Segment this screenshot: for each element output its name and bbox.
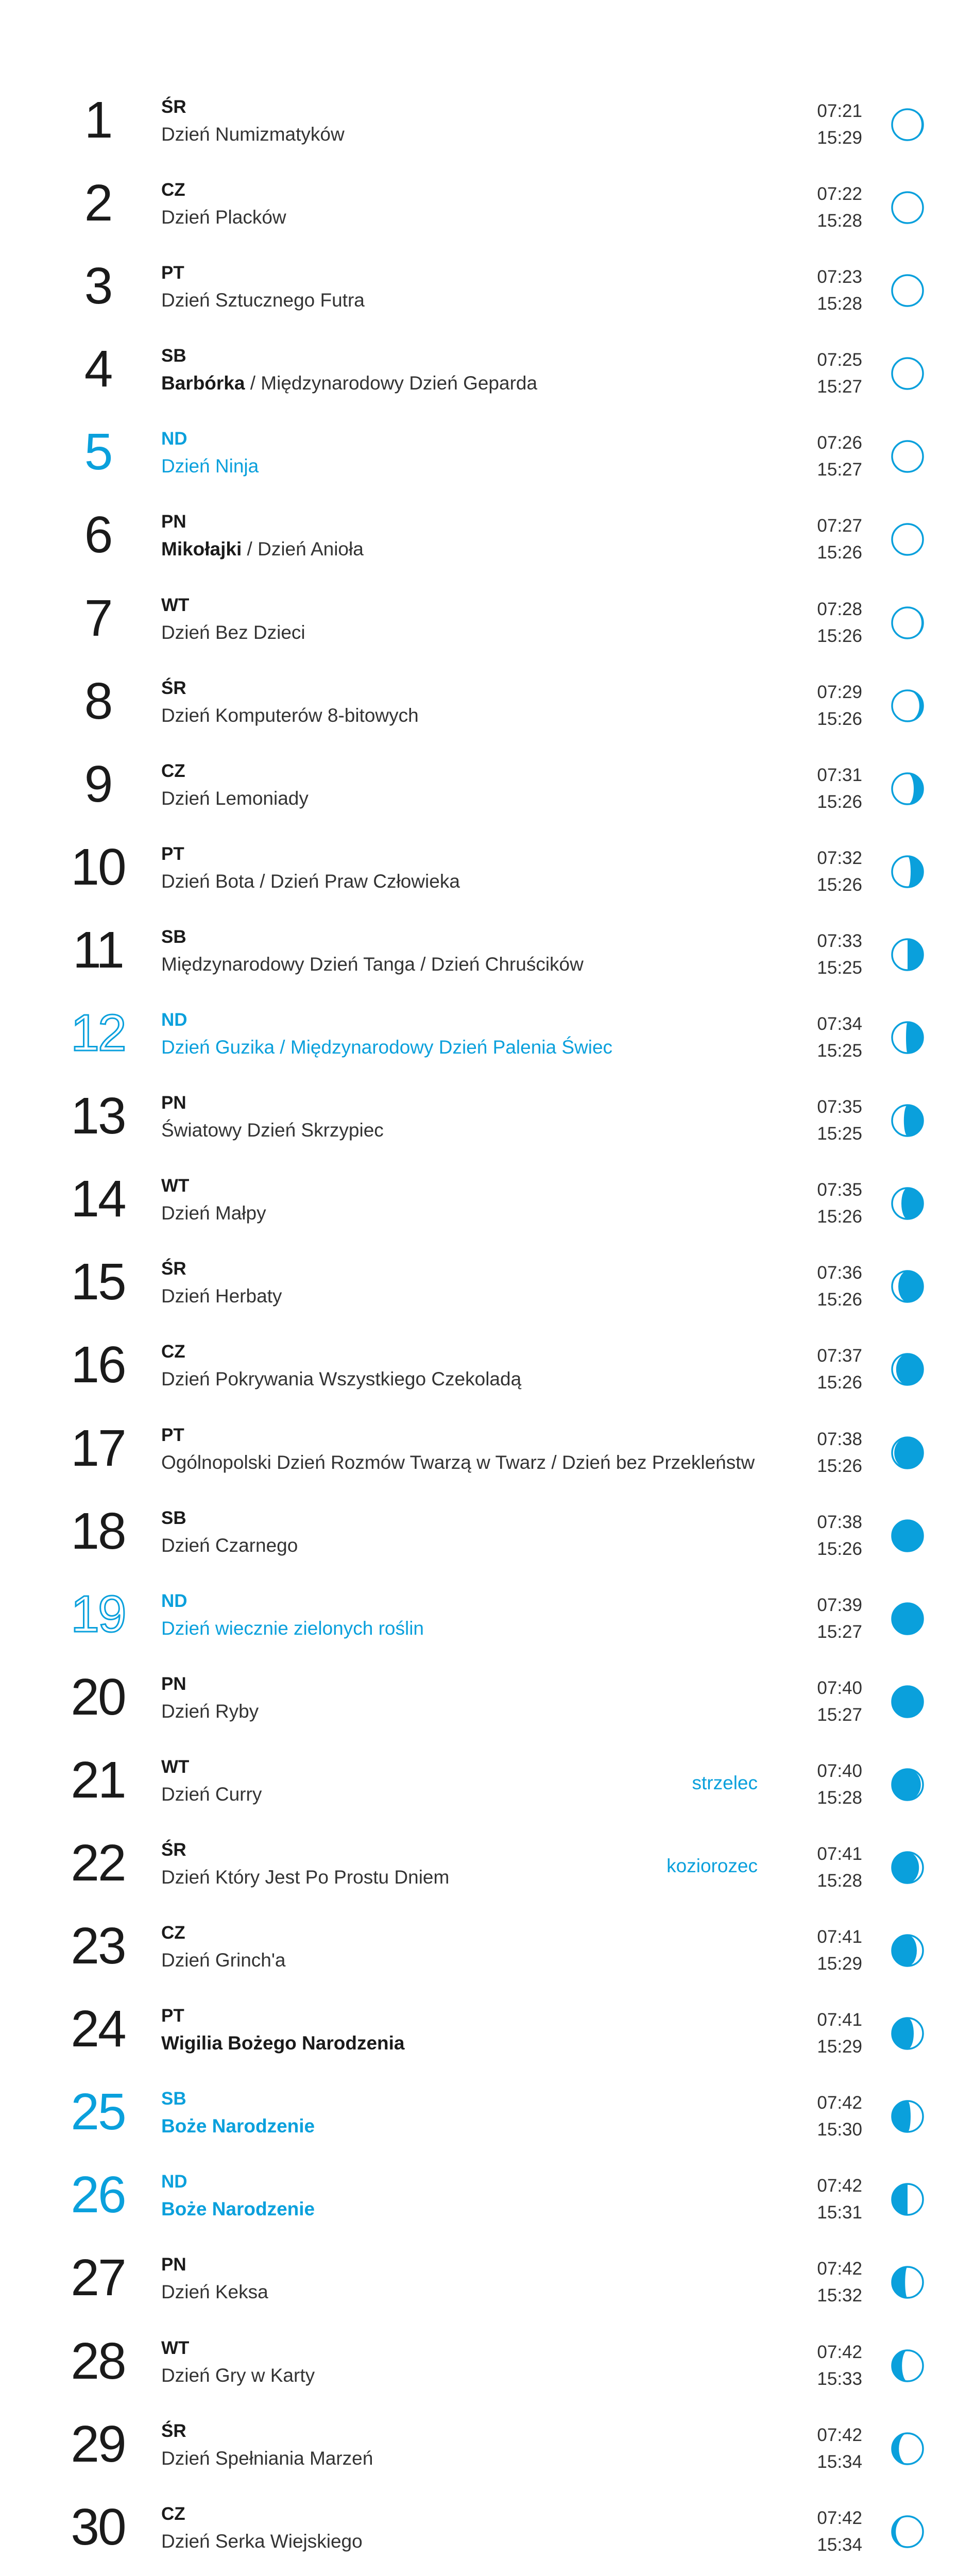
sunrise-time: 07:42: [817, 2507, 862, 2528]
weekday-label: ŚR: [161, 1839, 186, 1860]
day-row: [0, 581, 974, 664]
observance-name: [161, 1285, 282, 1308]
day-row: [0, 829, 974, 912]
observance-name: [161, 2364, 315, 2387]
sun-times: [817, 1426, 862, 1480]
sunset-time: 15:34: [817, 2534, 862, 2555]
observance-text: Dzień Czarnego: [161, 1534, 298, 1556]
sunset-time: 15:30: [817, 2120, 862, 2140]
sun-times: [817, 2256, 862, 2309]
day-row: [0, 2074, 974, 2157]
moon-phase-icon: [888, 1766, 927, 1804]
moon-phase-icon: [888, 1600, 927, 1638]
observance-name: [161, 621, 305, 644]
sun-times: [817, 2173, 862, 2226]
day-number: 13: [71, 1087, 125, 1145]
observance-name: [161, 1119, 384, 1142]
weekday-label: ND: [161, 1010, 187, 1030]
sunrise-time: 07:42: [817, 2093, 862, 2113]
observance-name: [161, 538, 364, 561]
day-row: [0, 1991, 974, 2074]
observance-text: Dzień Placków: [161, 207, 286, 228]
sun-times: [817, 762, 862, 816]
sunrise-time: 07:25: [817, 350, 862, 370]
sunrise-time: 07:42: [817, 2176, 862, 2196]
sunset-time: 15:26: [817, 791, 862, 812]
sun-times: [817, 1841, 862, 1894]
moon-phase-icon: [888, 1517, 927, 1555]
zodiac-sign: koziorozec: [667, 1855, 758, 1876]
observance-text: Dzień Numizmatyków: [161, 124, 345, 145]
observance-text: / Międzynarodowy Dzień Geparda: [245, 372, 538, 394]
sunset-time: 15:32: [817, 2285, 862, 2306]
observance-name: [161, 2447, 373, 2470]
observance-name: [161, 787, 309, 810]
weekday-label: SB: [161, 2089, 186, 2109]
sunset-time: 15:25: [817, 1124, 862, 1144]
day-row: [0, 414, 974, 497]
sunrise-time: 07:27: [817, 516, 862, 536]
day-number: 30: [71, 2498, 125, 2556]
observance-text: Dzień Małpy: [161, 1202, 266, 1224]
moon-phase-icon: [888, 853, 927, 891]
sunrise-time: 07:39: [817, 1595, 862, 1615]
observance-text: Dzień Pokrywania Wszystkiego Czekoladą: [161, 1368, 522, 1390]
weekday-label: PN: [161, 1673, 186, 1694]
sunrise-time: 07:40: [817, 1760, 862, 1781]
observance-text: Dzień Gry w Karty: [161, 2364, 315, 2386]
sun-times: [817, 1509, 862, 1563]
sunset-time: 15:26: [817, 1207, 862, 1227]
sunset-time: 15:27: [817, 377, 862, 397]
sun-times: [817, 2422, 862, 2476]
sun-times: [817, 1094, 862, 1147]
weekday-label: CZ: [161, 180, 185, 200]
observance-text: Międzynarodowy Dzień Tanga / Dzień Chruścików: [161, 953, 584, 975]
sunrise-time: 07:21: [817, 101, 862, 121]
sunrise-time: 07:42: [817, 2342, 862, 2362]
moon-phase-icon: [888, 272, 927, 310]
day-number: 6: [84, 506, 112, 564]
sun-times: [817, 513, 862, 566]
sun-times: [817, 1177, 862, 1230]
moon-phase-icon: [888, 354, 927, 393]
sunrise-time: 07:40: [817, 1677, 862, 1698]
sun-times: [817, 596, 862, 650]
day-number: 5: [84, 423, 112, 481]
observance-bold: Wigilia Bożego Narodzenia: [161, 2032, 405, 2054]
sunrise-time: 07:23: [817, 267, 862, 287]
day-number: 18: [71, 1502, 125, 1560]
day-number: 26: [71, 2166, 125, 2224]
moon-phase-icon: [888, 1101, 927, 1140]
weekday-label: SB: [161, 926, 186, 947]
observance-name: [161, 455, 259, 478]
moon-phase-icon: [888, 2097, 927, 2136]
sunset-time: 15:28: [817, 1787, 862, 1808]
weekday-label: PT: [161, 1425, 184, 1445]
sun-times: [817, 1758, 862, 1811]
moon-phase-icon: [888, 2430, 927, 2468]
day-row: [0, 1327, 974, 1410]
day-row: [0, 912, 974, 995]
day-row: [0, 664, 974, 747]
sunset-time: 15:27: [817, 1621, 862, 1642]
sun-times: [817, 928, 862, 981]
sunset-time: 15:29: [817, 128, 862, 148]
weekday-label: WT: [161, 1176, 190, 1196]
observance-text: Dzień Ninja: [161, 455, 259, 477]
observance-name: [161, 704, 419, 727]
moon-phase-icon: [888, 936, 927, 974]
sunset-time: 15:28: [817, 294, 862, 314]
sunrise-time: 07:31: [817, 765, 862, 785]
observance-text: Dzień Bota / Dzień Praw Człowieka: [161, 870, 460, 892]
sun-times: [817, 181, 862, 234]
day-row: [0, 1908, 974, 1991]
moon-phase-icon: [888, 2263, 927, 2301]
observance-text: Dzień Ryby: [161, 1700, 259, 1722]
day-number: 15: [71, 1253, 125, 1311]
moon-phase-icon: [888, 687, 927, 725]
sun-times: [817, 264, 862, 317]
weekday-label: SB: [161, 346, 186, 366]
sun-times: [817, 347, 862, 400]
day-number: 25: [71, 2083, 125, 2141]
sunset-time: 15:26: [817, 1455, 862, 1476]
sunrise-time: 07:35: [817, 1097, 862, 1117]
observance-bold: Barbórka: [161, 372, 245, 394]
sunset-time: 15:33: [817, 2368, 862, 2389]
day-number: 16: [71, 1336, 125, 1394]
day-row: [0, 331, 974, 414]
day-number: 20: [71, 1668, 125, 1726]
day-number: 1: [84, 91, 112, 149]
day-row: [0, 1742, 974, 1825]
moon-phase-icon: [888, 1434, 927, 1472]
observance-text: / Dzień Anioła: [242, 538, 364, 560]
sunset-time: 15:27: [817, 460, 862, 480]
observance-text: Dzień Guzika / Międzynarodowy Dzień Palenia Świec: [161, 1037, 613, 1058]
sunset-time: 15:26: [817, 1290, 862, 1310]
weekday-label: SB: [161, 1507, 186, 1528]
observance-name: [161, 372, 537, 395]
observance-text: Dzień Serka Wiejskiego: [161, 2530, 363, 2552]
day-number: 2: [84, 174, 112, 232]
weekday-label: PT: [161, 843, 184, 864]
moon-phase-icon: [888, 189, 927, 227]
sunset-time: 15:26: [817, 708, 862, 729]
moon-phase-icon: [888, 437, 927, 476]
day-row: [0, 2572, 974, 2576]
sun-times: [817, 1343, 862, 1396]
day-row: [0, 1411, 974, 1494]
sun-times: [817, 1011, 862, 1064]
observance-text: Dzień Sztucznego Futra: [161, 290, 365, 311]
day-row: [0, 165, 974, 248]
weekday-label: PT: [161, 263, 184, 283]
moon-phase-icon: [888, 2513, 927, 2551]
sunrise-time: 07:36: [817, 1263, 862, 1283]
sunrise-time: 07:35: [817, 1180, 862, 1200]
observance-text: Boże Narodzenie: [161, 2198, 315, 2220]
observance-text: Dzień Bez Dzieci: [161, 621, 305, 643]
sunrise-time: 07:28: [817, 599, 862, 619]
observance-name: [161, 1617, 424, 1640]
sunset-time: 15:26: [817, 1538, 862, 1559]
observance-text: Dzień Lemoniady: [161, 787, 309, 809]
sunset-time: 15:27: [817, 1704, 862, 1725]
weekday-label: PN: [161, 512, 186, 532]
sunrise-time: 07:34: [817, 1014, 862, 1035]
day-number: 9: [84, 755, 112, 813]
sunset-time: 15:28: [817, 211, 862, 231]
sun-times: [817, 1924, 862, 1977]
observance-text: Dzień Curry: [161, 1783, 262, 1805]
observance-name: [161, 2530, 363, 2553]
observance-name: [161, 2198, 315, 2221]
day-row: [0, 497, 974, 580]
observance-name: [161, 1451, 755, 1474]
day-number: 8: [84, 672, 112, 730]
observance-name: [161, 1866, 449, 1889]
moon-phase-icon: [888, 106, 927, 144]
observance-name: [161, 1534, 298, 1557]
day-number: 10: [71, 838, 125, 896]
weekday-label: ŚR: [161, 2420, 186, 2441]
day-number: 3: [84, 257, 112, 315]
sunrise-time: 07:41: [817, 1843, 862, 1864]
observance-name: [161, 123, 345, 146]
observance-name: [161, 289, 365, 312]
observance-name: [161, 1949, 286, 1972]
moon-phase-icon: [888, 1931, 927, 1970]
sunset-time: 15:26: [817, 543, 862, 563]
day-number: 23: [71, 1917, 125, 1975]
day-list: [0, 82, 974, 2576]
weekday-label: CZ: [161, 760, 185, 781]
day-row: [0, 2240, 974, 2323]
observance-text: Dzień Który Jest Po Prostu Dniem: [161, 1866, 450, 1888]
sun-times: [817, 430, 862, 483]
weekday-label: ND: [161, 2172, 187, 2192]
sunrise-time: 07:38: [817, 1429, 862, 1449]
weekday-label: ŚR: [161, 677, 186, 698]
sunrise-time: 07:29: [817, 682, 862, 702]
day-row: [0, 1244, 974, 1327]
observance-text: Dzień wiecznie zielonych roślin: [161, 1617, 424, 1639]
day-row: [0, 1161, 974, 1244]
moon-phase-icon: [888, 2347, 927, 2385]
sunrise-time: 07:38: [817, 1512, 862, 1532]
observance-text: Dzień Spełniania Marzeń: [161, 2447, 373, 2469]
observance-name: [161, 206, 286, 229]
sunrise-time: 07:32: [817, 848, 862, 868]
sun-times: [817, 1675, 862, 1728]
day-row: [0, 2157, 974, 2240]
sunset-time: 15:26: [817, 625, 862, 646]
observance-name: [161, 1700, 259, 1723]
moon-phase-icon: [888, 2180, 927, 2218]
observance-bold: Mikołajki: [161, 538, 242, 560]
observance-text: Dzień Herbaty: [161, 1285, 282, 1307]
weekday-label: WT: [161, 1756, 190, 1777]
moon-phase-icon: [888, 770, 927, 808]
sun-times: [817, 2090, 862, 2143]
sun-times: [817, 2007, 862, 2060]
sunset-time: 15:29: [817, 1954, 862, 1974]
weekday-label: ND: [161, 1590, 187, 1611]
weekday-label: PN: [161, 2255, 186, 2275]
sunset-time: 15:28: [817, 1870, 862, 1891]
sunset-time: 15:31: [817, 2202, 862, 2223]
day-number: 12: [71, 1004, 125, 1062]
day-number: 19: [71, 1585, 125, 1643]
weekday-label: CZ: [161, 2503, 185, 2524]
sun-times: [817, 845, 862, 899]
observance-text: Dzień Grinch'a: [161, 1950, 286, 1971]
observance-name: [161, 1368, 521, 1391]
sun-times: [817, 679, 862, 733]
zodiac-sign: strzelec: [692, 1772, 758, 1793]
moon-phase-icon: [888, 1683, 927, 1721]
observance-name: [161, 2115, 315, 2138]
day-row: [0, 1078, 974, 1161]
day-row: [0, 1659, 974, 1742]
day-row: [0, 2324, 974, 2406]
sunrise-time: 07:42: [817, 2259, 862, 2279]
observance-name: [161, 1783, 262, 1806]
weekday-label: WT: [161, 595, 190, 615]
observance-name: [161, 2032, 405, 2055]
day-row: [0, 82, 974, 165]
observance-name: [161, 1036, 612, 1059]
sunset-time: 15:25: [817, 1041, 862, 1061]
moon-phase-icon: [888, 2014, 927, 2053]
sun-times: [817, 1592, 862, 1646]
observance-name: [161, 870, 460, 893]
moon-phase-icon: [888, 1350, 927, 1388]
day-number: 28: [71, 2332, 125, 2390]
day-number: 7: [84, 589, 112, 647]
sunset-time: 15:29: [817, 2037, 862, 2057]
moon-phase-icon: [888, 520, 927, 558]
sunrise-time: 07:37: [817, 1346, 862, 1366]
sunrise-time: 07:41: [817, 1927, 862, 1947]
observance-text: Ogólnopolski Dzień Rozmów Twarzą w Twarz / Dzień bez Przekleństw: [161, 1451, 755, 1473]
observance-name: [161, 953, 584, 976]
day-number: 24: [71, 2000, 125, 2058]
day-row: [0, 248, 974, 331]
observance-text: Boże Narodzenie: [161, 2115, 315, 2137]
sun-times: [817, 2339, 862, 2393]
weekday-label: CZ: [161, 1923, 185, 1943]
moon-phase-icon: [888, 604, 927, 642]
weekday-label: ND: [161, 429, 187, 449]
day-number: 27: [71, 2249, 125, 2307]
day-row: [0, 1494, 974, 1577]
day-row: [0, 995, 974, 1078]
weekday-label: PT: [161, 2006, 184, 2026]
sunrise-time: 07:22: [817, 184, 862, 205]
day-row: [0, 2489, 974, 2572]
observance-text: Dzień Komputerów 8-bitowych: [161, 704, 419, 726]
sunrise-time: 07:42: [817, 2425, 862, 2445]
sun-times: [817, 1260, 862, 1313]
day-row: [0, 1825, 974, 1908]
moon-phase-icon: [888, 1267, 927, 1306]
day-number: 21: [71, 1751, 125, 1809]
weekday-label: PN: [161, 1093, 186, 1113]
sunset-time: 15:25: [817, 957, 862, 978]
sun-times: [817, 2505, 862, 2558]
sunset-time: 15:26: [817, 1372, 862, 1393]
day-number: 22: [71, 1834, 125, 1892]
observance-name: [161, 1202, 266, 1225]
sunset-time: 15:34: [817, 2451, 862, 2472]
observance-text: Dzień Keksa: [161, 2281, 268, 2303]
sunrise-time: 07:33: [817, 930, 862, 951]
sunrise-time: 07:26: [817, 433, 862, 453]
day-number: 11: [73, 921, 123, 979]
sun-times: [817, 98, 862, 151]
day-row: [0, 747, 974, 829]
moon-phase-icon: [888, 1184, 927, 1223]
day-number: 17: [71, 1419, 125, 1477]
day-number: 4: [84, 340, 112, 398]
day-row: [0, 2406, 974, 2489]
day-number: 14: [71, 1170, 125, 1228]
sunset-time: 15:26: [817, 874, 862, 895]
day-number: 29: [71, 2415, 125, 2473]
moon-phase-icon: [888, 1019, 927, 1057]
sunrise-time: 07:41: [817, 2010, 862, 2030]
moon-phase-icon: [888, 1849, 927, 1887]
observance-text: Światowy Dzień Skrzypiec: [161, 1120, 384, 1141]
weekday-label: ŚR: [161, 97, 186, 117]
weekday-label: CZ: [161, 1342, 185, 1362]
weekday-label: WT: [161, 2337, 190, 2358]
day-row: [0, 1577, 974, 1659]
weekday-label: ŚR: [161, 1259, 186, 1279]
observance-name: [161, 2281, 268, 2303]
